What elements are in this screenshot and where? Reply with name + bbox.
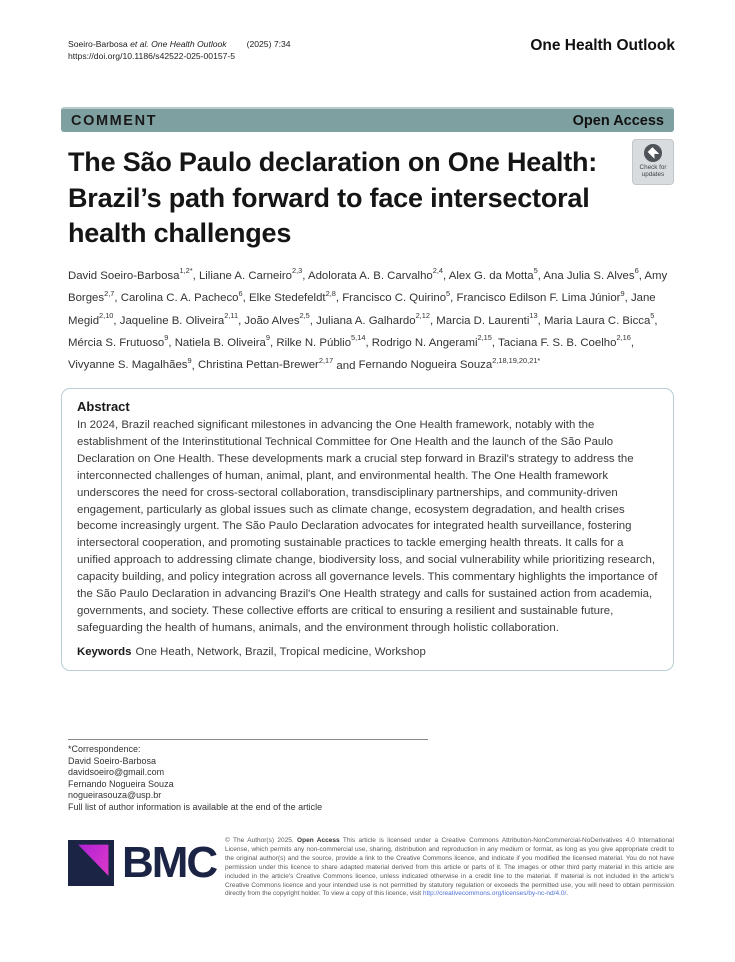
- license-copyright: © The Author(s) 2025.: [225, 837, 298, 844]
- check-for-updates-badge[interactable]: [632, 139, 674, 185]
- section-banner: [61, 107, 674, 132]
- author-info-note: Full list of author information is available at the end of the article: [68, 802, 323, 812]
- author-name: Liliane A. Carneiro$^{2,3}$: [198, 266, 303, 282]
- author-name: Amy Borges$^{2,7}$: [68, 269, 668, 305]
- abstract-heading: Abstract: [77, 399, 130, 414]
- section-label: COMMENT: [71, 112, 158, 129]
- correspondence-name: David Soeiro-Barbosa: [68, 755, 157, 766]
- author-name: Juliana A. Galhardo$^{2,12}$: [316, 311, 430, 327]
- license-text: [225, 837, 674, 899]
- article-title-line: health challenges: [68, 218, 292, 248]
- correspondence-email: nogueirasouza@usp.br: [68, 790, 162, 801]
- author-name: Adolorata A. B. Carvalho$^{2,4}$: [308, 266, 444, 282]
- correspondence-email: davidsoeiro@gmail.com: [68, 767, 165, 778]
- bmc-logo: [68, 838, 216, 888]
- journal-name: One Health Outlook: [530, 37, 675, 54]
- footnote-divider: [68, 739, 428, 740]
- author-name: Marcia D. Laurenti$^{13}$: [436, 311, 538, 327]
- citation-etal: et al. One Health Outlook: [130, 39, 227, 49]
- article-title: [68, 145, 628, 252]
- license-link[interactable]: http://creativecommons.org/licenses/by-nc-nd/4.0/: [422, 890, 567, 898]
- author-name: Francisco Edilson F. Lima Júnior$^9$: [456, 288, 625, 305]
- bmc-logo-text: BMC: [122, 838, 217, 887]
- author-name: Rodrigo N. Angerami$^{2,15}$: [371, 333, 492, 349]
- author-name: Fernando Nogueira Souza$^{2,18,19,20,21*}$: [358, 355, 541, 372]
- abstract-box: [61, 388, 674, 671]
- author-name: Christina Pettan-Brewer$^{2,17}$: [197, 355, 334, 372]
- license-body: This article is licensed under a Creative Commons Attribution-NonCommercial-NoDerivatives 4.0 International License, which permits any non-commercial use, sharing, distribution and reproduction in any medium or format, as long as you give appropriate credit to the original author(s) and the source, provide a link to the Creative Commons licence, and indicate if you modified the licensed material. You do not have permission under this licence to share adapted material derived from this article or parts of it. The images or other third party material in this article are included in the article's Creative Commons licence, unless indicated otherwise in a credit line to the material. If material is not included in the article's Creative Commons licence and your intended use is not permitted by statutory regulation or exceeds the permitted use, you will need to obtain permission directly from the copyright holder. To view a copy of this licence, visit: [225, 837, 674, 898]
- author-list: David Soeiro-Barbosa$^{1,2*}$, Liliane A. Carneiro$^{2,3}$, Adolorata A. B. Carvalho$^{2,4}$, Alex G. da Motta$^5$, Ana Julia S. Alves$^6$, Amy Borges$^{2,7}$, Carolina C. A. Pacheco$^6$, Elke Stedefeldt$^{2,8}$, Francisco C. Quirino$^5$, Francisco Edilson F. Lima Júnior$^9$, Jane Megid$^{2,10}$, Jaqueline B. Oliveira$^{2,11}$, João Alves$^{2,5}$, Juliana A. Galhardo$^{2,12}$, Marcia D. Laurenti$^{13}$, Maria Laura C. Bicca$^5$, Mércia S. Frutuoso$^9$, Natiela B. Oliveira$^9$, Rilke N. Públio$^{5,14}$, Rodrigo N. Angerami$^{2,15}$, Taciana F. S. B. Coelho$^{2,16}$, Vivyanne S. Magalhães$^9$, Christina Pettan-Brewer$^{2,17}$ and Fernando Nogueira Souza$^{2,18,19,20,21*}$: [68, 266, 668, 372]
- citation-authors: Soeiro-Barbosa: [68, 39, 131, 49]
- author-name: Elke Stedefeldt$^{2,8}$: [248, 288, 336, 305]
- bookmark-icon: [644, 144, 662, 162]
- author-name: Carolina C. A. Pacheco$^6$: [120, 288, 243, 305]
- correspondence-name: Fernando Nogueira Souza: [68, 778, 174, 789]
- check-updates-line2: updates: [641, 171, 665, 179]
- citation-block: [68, 39, 291, 62]
- author-name: João Alves$^{2,5}$: [244, 311, 310, 327]
- article-title-line: Brazil’s path forward to face intersectoral: [68, 182, 590, 213]
- author-name: Francisco C. Quirino$^5$: [342, 288, 451, 305]
- keywords-row: [77, 646, 658, 658]
- abstract-text: In 2024, Brazil reached significant milestones in advancing the One Health framework, notably with the establishment of the Interinstitutional Technical Committee for One Health and the launch of the São Paulo Declaration on One Health. These developments mark a crucial step forward in Brazil's strategy to address the interconnected challenges of human, animal, plant, and environmental health. The One Health framework underscores the need for cross-sectoral collaboration, transdisciplinary partnerships, and community-driven engagement, particularly as global issues such as climate change, ecosystem degradation, and health crises become increasingly urgent. The São Paulo Declaration advocates for integrated health surveillance, fostering intersectoral cooperation, and promoting sustainable practices to tackle emerging health threats. It calls for a unified approach to addressing climate change, biodiversity loss, and social vulnerability while prioritizing research, capacity building, and policy integration across all governance levels. This commentary highlights the importance of the São Paulo Declaration in advancing Brazil's One Health strategy and calls for sustained action from academia, governments, and society. These collective efforts are critical to ensuring a resilient and sustainable future, safeguarding the health of humans, animals, and the environment through holistic collaboration.: [77, 419, 658, 634]
- author-name: David Soeiro-Barbosa$^{1,2*}$: [68, 266, 193, 282]
- citation-issue: (2025) 7:34: [246, 39, 291, 49]
- author-name: Natiela B. Oliveira$^9$: [174, 333, 270, 349]
- author-name: Rilke N. Públio$^{5,14}$: [276, 333, 366, 349]
- license-open-access: Open Access: [297, 837, 340, 844]
- bmc-logo-icon: [68, 840, 114, 886]
- article-title-line: The São Paulo declaration on One Health:: [68, 147, 598, 177]
- doi-text: https://doi.org/10.1186/s42522-025-00157-5: [68, 50, 236, 61]
- correspondence-label: *Correspondence:: [68, 744, 141, 754]
- check-updates-label: [633, 164, 673, 179]
- check-updates-line1: Check for: [639, 164, 667, 171]
- author-name: Mércia S. Frutuoso$^9$: [68, 333, 169, 349]
- author-name: Jaqueline B. Oliveira$^{2,11}$: [119, 311, 239, 327]
- citation-line: [68, 39, 291, 51]
- author-name: Taciana F. S. B. Coelho$^{2,16}$: [498, 333, 631, 349]
- author-name: Ana Julia S. Alves$^6$: [543, 266, 639, 282]
- keywords-list: One Heath, Network, Brazil, Tropical medicine, Workshop: [135, 645, 426, 658]
- open-access-label: Open Access: [572, 112, 664, 129]
- author-name: Maria Laura C. Bicca$^5$: [543, 311, 655, 327]
- license-suffix: .: [566, 890, 569, 898]
- author-name: Vivyanne S. Magalhães$^9$: [68, 355, 192, 372]
- correspondence-block: [68, 744, 174, 802]
- author-name: Jane Megid$^{2,10}$: [68, 292, 656, 327]
- keywords-label: Keywords: [77, 645, 132, 658]
- author-name: Alex G. da Motta$^5$: [448, 266, 538, 282]
